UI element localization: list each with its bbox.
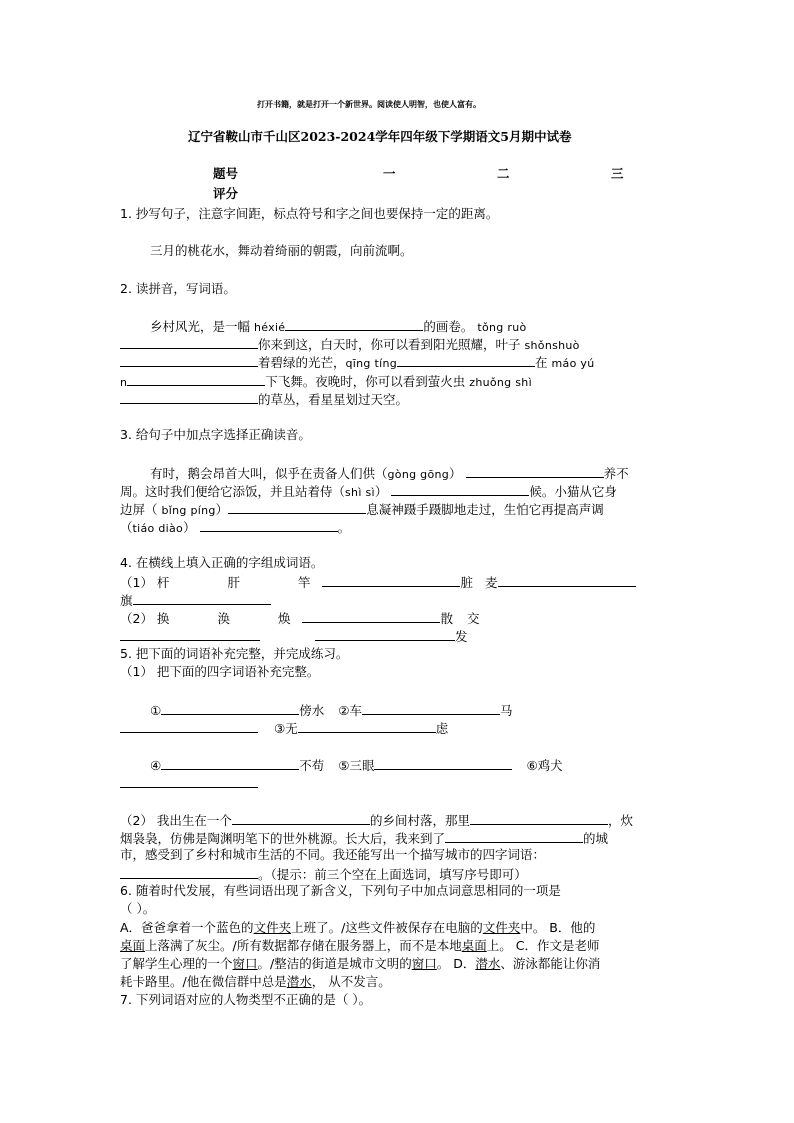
q2-line-2 [120, 335, 580, 354]
text: 养不 [603, 466, 629, 481]
text: 边屏（ [120, 502, 162, 517]
answer-blank[interactable] [285, 317, 423, 331]
pinyin-option: shì sì [345, 486, 375, 499]
text: 上班了。/这些文件被保存在电脑的 [291, 920, 483, 935]
text: 的画卷。 [423, 319, 474, 334]
q6-stem: 6. 随着时代发展，有些词语出现了新含义，下列句子中加点词意思相同的一项是 [120, 883, 561, 898]
q4-stem: 4. 在横线上填入正确的字组成词语。 [120, 555, 324, 570]
text: 虑 [435, 721, 449, 736]
answer-blank[interactable] [466, 464, 604, 478]
text: 息凝神蹑手蹑脚地走过，生怕它再提高声调 [366, 502, 604, 517]
text: 烟袅袅，仿佛是陶渊明笔下的世外桃源。长大后，我来到了 [120, 831, 446, 846]
text: 你来到这，白天时，你可以看到阳光照耀，叶子 [258, 337, 525, 352]
answer-blank[interactable] [120, 774, 258, 788]
q1-stem: 1. 抄写句子，注意字间距，标点符号和字之间也要保持一定的距离。 [120, 206, 499, 221]
score-table-col-3: 三 [611, 166, 624, 181]
text: 脏 [460, 575, 473, 590]
answer-blank[interactable] [228, 500, 366, 514]
text: 麦 [484, 575, 498, 590]
q5-sub-1: （1） 把下面的四字词语补充完整。 [120, 664, 320, 679]
char-option: 涣 [217, 611, 230, 626]
pinyin: tǒng ruò [477, 321, 527, 334]
text: 周。这时我们便给它添饭，并且站着侍（ [120, 484, 346, 499]
pinyin-option: bǐng píng [161, 504, 216, 517]
text: A．爸爸拿着一个蓝色的 [120, 920, 254, 935]
exam-title: 辽宁省鞍山市千山区2023-2024学年四年级下学期语文5月期中试卷 [188, 129, 572, 144]
answer-blank[interactable] [397, 353, 535, 367]
text: 中。 B．他的 [520, 920, 596, 935]
text: 傍水 [299, 703, 325, 718]
text: 上落满了灰尘。/所有数据都存储在服务器上，而不是本地 [145, 938, 462, 953]
score-table-col-2: 二 [497, 166, 510, 181]
text: 。/整洁的街道是城市文明的 [257, 956, 412, 971]
text: 马 [499, 703, 513, 718]
q6-answer-paren: （ ）。 [120, 901, 156, 916]
keyword: 窗口 [411, 956, 437, 971]
q3-stem: 3. 给句子中加点字选择正确读音。 [120, 427, 311, 442]
char-option: （1） 杆 [120, 575, 170, 590]
text: ②车 [338, 703, 362, 718]
text: 旗 [120, 593, 133, 608]
pinyin-option: gòng gōng [387, 468, 450, 481]
keyword: 文件夹 [482, 920, 521, 935]
q7-stem: 7. 下列词语对应的人物类型不正确的是（ ）。 [120, 992, 372, 1007]
keyword: 潜水 [475, 956, 501, 971]
text: 候。小猫从它身 [529, 484, 617, 499]
q5-idioms-row-1 [150, 701, 512, 719]
pinyin-option: tiáo diào [132, 522, 184, 535]
text: 散 [440, 611, 453, 626]
q5-stem: 5. 把下面的词语补充完整，并完成练习。 [120, 646, 349, 661]
pinyin: qīng tíng [345, 357, 398, 370]
text: 。（提示：前三个空在上面选词，填写序号即可） [258, 867, 527, 882]
q6-options-line-1 [120, 920, 595, 936]
text: 交 [466, 611, 480, 626]
answer-blank[interactable] [120, 353, 258, 367]
keyword: 桌面 [120, 938, 146, 953]
answer-blank[interactable] [322, 573, 460, 587]
score-table-col-1: 一 [383, 166, 396, 181]
q4-row-1 [120, 573, 636, 591]
score-table-label-score: 评分 [213, 186, 239, 201]
text: 耗卡路里。/他在微信群中总是 [120, 974, 287, 989]
text: 在 [535, 355, 552, 370]
text: ） [449, 466, 462, 481]
text: ⑥鸡犬 [526, 758, 563, 773]
answer-blank[interactable] [298, 719, 436, 733]
text: （2） 我出生在一个 [120, 813, 232, 828]
answer-blank[interactable] [161, 756, 299, 770]
q6-options-line-4 [120, 974, 391, 990]
answer-blank[interactable] [120, 627, 260, 641]
text: 下飞舞。夜晚时，你可以看到萤火虫 [265, 374, 470, 389]
text: 的城 [583, 831, 609, 846]
answer-blank[interactable] [161, 701, 299, 715]
answer-blank[interactable] [120, 719, 258, 733]
q5-sub-2-line-3: 市，感受到了乡村和城市生活的不同。我还能写出一个描写城市的四字词语： [120, 847, 546, 862]
text: ，炊 [607, 813, 633, 828]
q4-row-1-cont [120, 591, 271, 609]
text: ③无 [274, 721, 298, 736]
answer-blank[interactable] [470, 811, 608, 825]
answer-blank[interactable] [133, 591, 271, 605]
keyword: 文件夹 [253, 920, 292, 935]
q3-line-4 [120, 518, 350, 537]
q5-idioms-row-2 [150, 756, 563, 774]
q3-line-2 [120, 482, 617, 501]
keyword: 桌面 [461, 938, 487, 953]
text: ） [374, 484, 388, 499]
q4-row-2-cont [120, 627, 468, 645]
answer-blank[interactable] [302, 609, 440, 623]
q4-row-2 [120, 609, 480, 627]
keyword: 窗口 [232, 956, 258, 971]
answer-blank[interactable] [445, 829, 583, 843]
text: ） [215, 502, 229, 517]
text: 不苟 [299, 758, 325, 773]
q5-idioms-row-2-cont [120, 774, 258, 792]
text: 的乡间村落，那里 [369, 813, 470, 828]
text: ， 从不发言。 [311, 974, 391, 989]
q2-line-1 [150, 317, 527, 336]
text: 上。 C．作文是老师 [486, 938, 600, 953]
keyword: 潜水 [286, 974, 312, 989]
text: 。 [337, 520, 351, 535]
text: （ [120, 520, 133, 535]
char-option: 焕 [277, 611, 291, 626]
q3-line-3 [120, 500, 604, 519]
q2-line-3 [120, 353, 594, 372]
answer-blank[interactable] [200, 518, 338, 532]
score-table-label-number: 题号 [213, 166, 239, 181]
pinyin: zhuǒng shì [469, 376, 532, 389]
q5-sub-2-line-1 [120, 811, 633, 829]
text: 有时，鹅会昂首大叫，似乎在责备人们供（ [150, 466, 388, 481]
motto: 打开书籍，就是打开一个新世界。阅读使人明智，也使人富有。 [257, 99, 481, 109]
text: ） [183, 520, 196, 535]
char-option: （2） 换 [120, 611, 170, 626]
text: 乡村风光，是一幅 [150, 319, 254, 334]
q2-stem: 2. 读拼音，写词语。 [120, 281, 236, 296]
pinyin: n [120, 376, 128, 389]
q6-options-line-3 [120, 956, 600, 972]
q5-sub-2-line-2 [120, 829, 608, 847]
q5-idioms-row-1-cont [120, 719, 448, 737]
q3-line-1 [150, 464, 629, 483]
pinyin: shǒnshuò [524, 339, 580, 352]
q2-line-4 [120, 372, 532, 391]
answer-blank[interactable] [232, 811, 370, 825]
char-option: 竿 [297, 575, 311, 590]
text: ① [150, 703, 162, 718]
answer-blank[interactable] [120, 390, 258, 404]
char-option: 肝 [227, 575, 240, 590]
answer-blank[interactable] [498, 573, 636, 587]
text: 。 D． [436, 956, 476, 971]
text: 着碧绿的光芒， [258, 355, 346, 370]
text: 了解学生心理的一个 [120, 956, 233, 971]
q5-sub-2-line-4 [120, 865, 527, 883]
q6-options-line-2 [120, 938, 599, 954]
answer-blank[interactable] [315, 627, 455, 641]
answer-blank[interactable] [391, 482, 529, 496]
text: 发 [455, 629, 468, 644]
text: ④ [150, 758, 162, 773]
q2-line-5 [120, 390, 408, 408]
answer-blank[interactable] [120, 865, 258, 879]
answer-blank[interactable] [362, 701, 500, 715]
text: 的草丛，看星星划过天空。 [258, 392, 409, 407]
answer-blank[interactable] [127, 372, 265, 386]
answer-blank[interactable] [120, 335, 258, 349]
pinyin: máo yú [551, 357, 595, 370]
q1-sentence: 三月的桃花水，舞动着绮丽的朝霞，向前流啊。 [150, 243, 413, 258]
text: ⑤三眼 [338, 758, 375, 773]
answer-blank[interactable] [374, 756, 512, 770]
text: 、游泳都能让你消 [500, 956, 601, 971]
pinyin: héxié [253, 321, 286, 334]
